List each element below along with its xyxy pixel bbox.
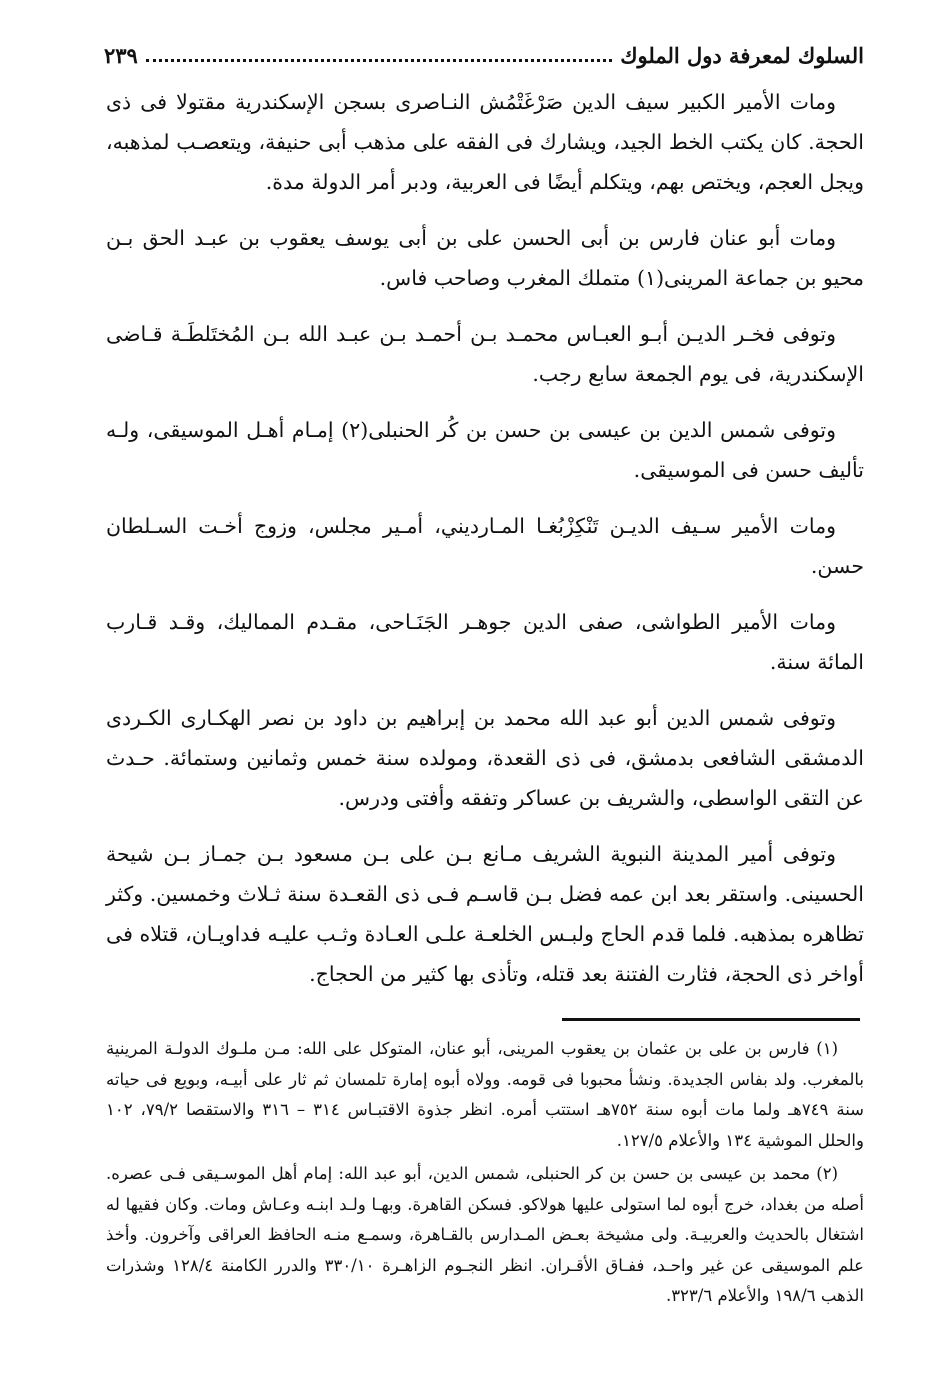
paragraph-abu-inan: ومات أبو عنان فارس بن أبى الحسن على بن أبى يوسف يعقوب بن عبـد الحق بـن محيو بن جماعة المرينى(١) متملك المغرب وصاحب فاس. xyxy=(106,226,864,290)
paragraph-al-hakkari: وتوفى شمس الدين أبو عبد الله محمد بن إبراهيم بن داود بن نصر الهكـارى الكـردى الدمشقى الشافعى بدمشق، فى ذى القعدة، ومولده سنة خمس وثمانين وستمائة. حـدث عن التقى الواسطى، والشريف بن عساكر وتفقه وأفتى ودرس. xyxy=(106,706,864,810)
footnote-1: (١) فارس بن على بن عثمان بن يعقوب المرينى، أبو عنان، المتوكل على الله: مـن ملـوك الدولـة المرينية بالمغرب. ولد بفاس الجديدة. ونشأ محبوبا فى قومه. وولاه أبوه إمارة تلمسان ثم ثار على أبيـه، وبويع فى حياته سنة ٧٤٩هـ ولما مات أبوه سنة ٧٥٢هـ استتب أمره. انظر جذوة الاقتبـاس ٣١٤ – ٣١٦ والاستقصا ٧٩/٢، ١٠٢ والحلل الموشية ١٣٤ والأعلام ١٢٧/٥. xyxy=(106,1039,864,1150)
paragraph-mani: وتوفى أمير المدينة النبوية الشريف مـانع بـن على بـن مسعود بـن جمـاز بـن شيحة الحسينى. واستقر بعد ابن عمه فضل بـن قاسـم فـى ذى القعـدة سنة ثـلاث وخمسين. وكثر تظاهره بمذهبه. فلما قدم الحاج ولبـس الخلعـة علـى العـادة وثـب عليـه فداويـان، قتلاه فى أواخر ذى الحجة، فثارت الفتنة بعد قتله، وتأذى بها كثير من الحجاج. xyxy=(106,842,864,986)
page-header xyxy=(104,34,864,70)
footnote-2: (٢) محمد بن عيسى بن حسن بن كر الحنبلى، شمس الدين، أبو عبد الله: إمام أهل الموسـيقى فـى عصره. أصله من بغداد، خرج أبوه لما استولى عليها هولاكو. فسكن القاهرة. وبهـا ولـد ابنـه وعـاش ومات. وكان فقيها له اشتغال بالحديث والعربيـة. ولى مشيخة بعـض المـدارس بالقـاهرة، وسمـع منـه الحافظ العراقى وآخرون. وأخذ علم الموسيقى عن غير واحـد، ففـاق الأقـران. انظر النجـوم الزاهـرة ٣٣٠/١٠ والدرر الكامنة ١٢٨/٤ وشذرات الذهب ١٩٨/٦ والأعلام ٣٢٣/٦. xyxy=(106,1164,864,1305)
running-title: السلوك لمعرفة دول الملوك xyxy=(620,43,864,68)
paragraph-tankizbugha: ومات الأمير سـيف الديـن تَنْكِزْبُغـا المـارديني، أمـير مجلس، وزوج أخـت السـلطان حسن. xyxy=(106,514,864,578)
paragraph-ibn-kur: وتوفى شمس الدين بن عيسى بن حسن بن كُر الحنبلى(٢) إمـام أهـل الموسيقى، ولـه تأليف حسن فى الموسيقى. xyxy=(106,418,864,482)
paragraph-sarghatmish: ومات الأمير الكبير سيف الدين صَرْغَتْمُش النـاصرى بسجن الإسكندرية مقتولا فى ذى الحجة. كان يكتب الخط الجيد، ويشارك فى الفقه على مذهب أبى حنيفة، ويتعصـب لمذهبه، ويجل العجم، ويختص بهم، ويتكلم أيضًا فى العربية، ودبر أمر الدولة مدة. xyxy=(106,90,864,194)
footnote-separator xyxy=(562,1018,860,1021)
paragraph-jawhar: ومات الأمير الطواشى، صفى الدين جوهـر الجَنَـاحى، مقـدم المماليك، وقـد قـارب المائة سنة. xyxy=(106,610,864,674)
main-text xyxy=(106,82,864,1010)
page-number: ٢٣٩ xyxy=(104,43,138,68)
footnotes xyxy=(106,1034,864,1315)
header-dot-leader xyxy=(146,59,612,62)
paragraph-fakhr-al-din: وتوفى فخـر الديـن أبـو العبـاس محمـد بـن أحمـد بـن عبـد الله بـن المُختَلطَـة قـاضى الإسكندرية، فى يوم الجمعة سابع رجب. xyxy=(106,322,864,386)
